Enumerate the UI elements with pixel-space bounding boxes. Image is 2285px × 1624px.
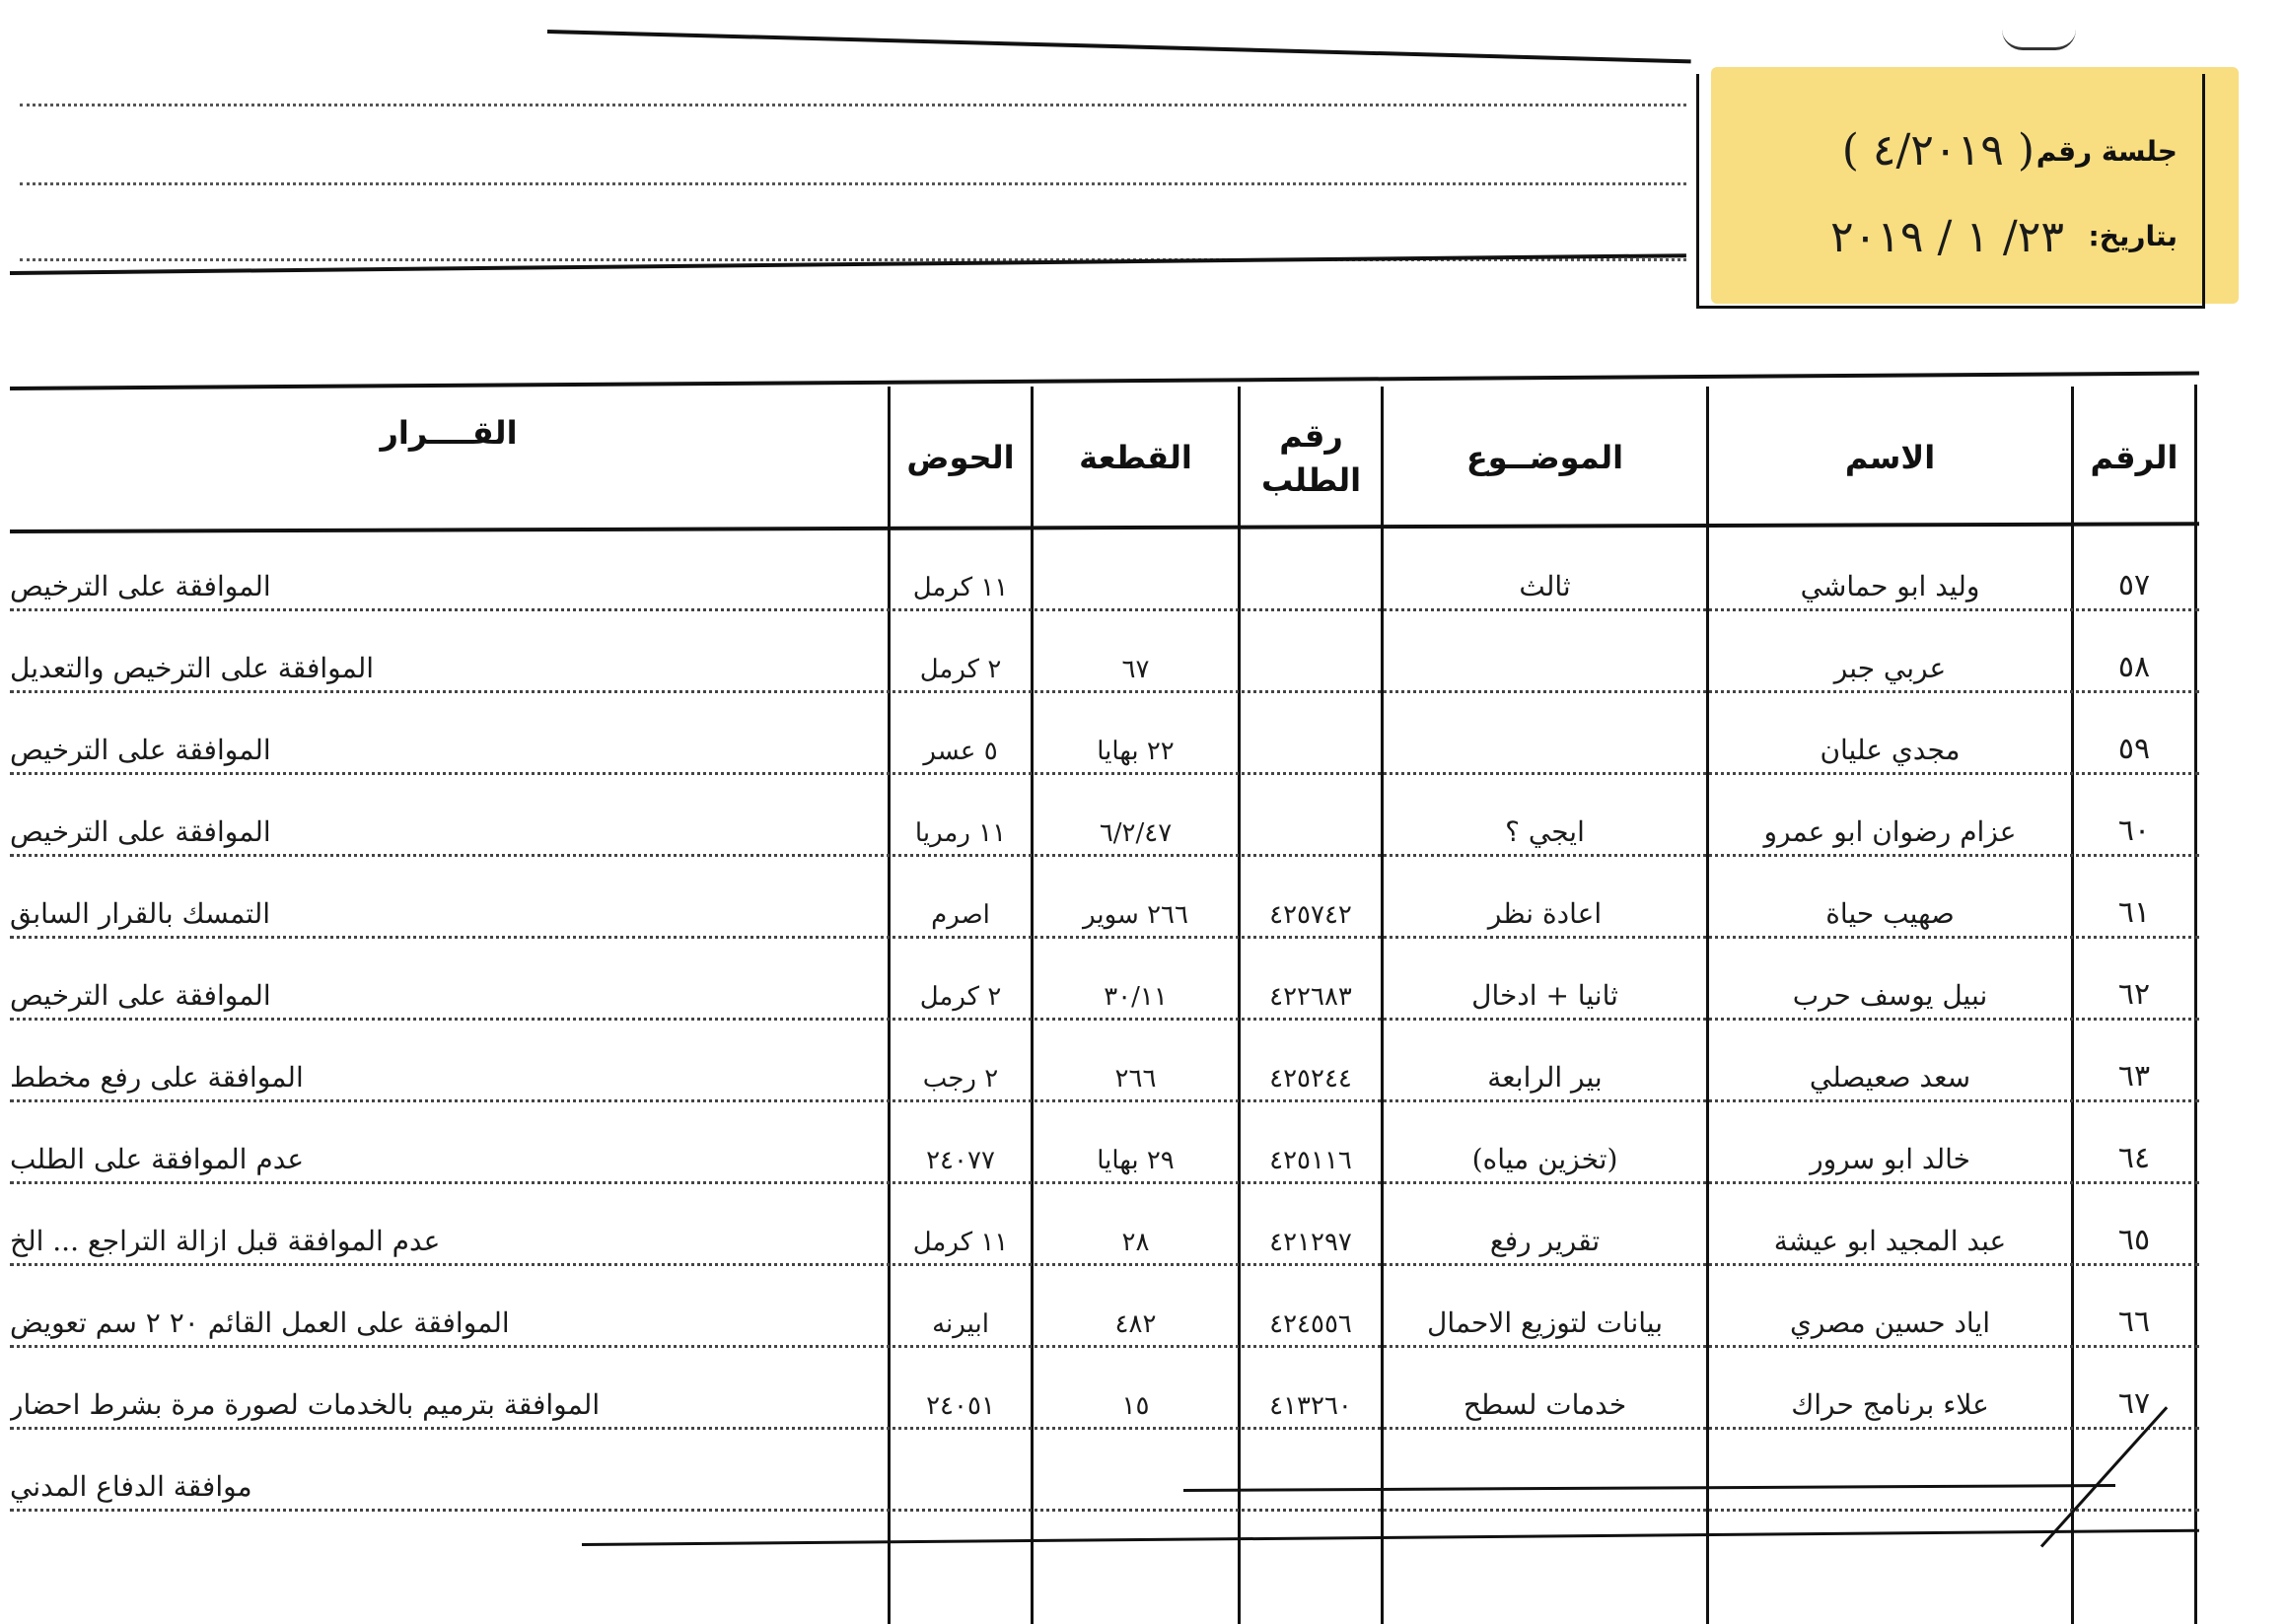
cell-subject: ثانيا + ادخال bbox=[1471, 979, 1618, 1012]
cell-decision: الموافقة على الترخيص bbox=[10, 979, 271, 1012]
header-rule-bottom bbox=[10, 253, 1686, 275]
header-dotline-1 bbox=[20, 104, 1686, 106]
cell-number: ٦٧ bbox=[2117, 1386, 2151, 1421]
cell-name: صهيب حياة bbox=[1825, 897, 1955, 930]
cell-number: ٦١ bbox=[2117, 895, 2151, 930]
cell-plot: ٢٢ بهايا bbox=[1097, 737, 1175, 766]
cell-basin: ٢٤٠٧٧ bbox=[926, 1146, 995, 1175]
row-dotline bbox=[10, 772, 2199, 775]
cell-plot: ٦٧ bbox=[1121, 655, 1150, 684]
cell-decision: الموافقة على الترخيص bbox=[10, 570, 271, 602]
row-dotline bbox=[10, 608, 2199, 611]
cell-subject bbox=[1384, 1435, 1706, 1503]
cell-name: مجدي عليان bbox=[1820, 734, 1961, 766]
cell-decision: الموافقة على الترخيص والتعديل bbox=[10, 652, 375, 684]
cell-request-no bbox=[1241, 780, 1381, 848]
cell-basin: ٢٤٠٥١ bbox=[926, 1391, 995, 1421]
row-dotline bbox=[10, 1509, 2199, 1512]
cell-plot: ٦/٢/٤٧ bbox=[1099, 818, 1173, 848]
closing-line bbox=[582, 1529, 2199, 1546]
cell-number: ٥٨ bbox=[2117, 650, 2151, 684]
cell-decision: الموافقة على الترخيص bbox=[10, 815, 271, 848]
col-header-plot: القطعة bbox=[1079, 439, 1192, 477]
row-dotline bbox=[10, 936, 2199, 939]
header-rule-top bbox=[547, 30, 1691, 63]
row-dotline bbox=[10, 1181, 2199, 1184]
cell-basin: ٢ كرمل bbox=[919, 655, 1002, 684]
cell-plot: ٢٦٦ bbox=[1114, 1064, 1157, 1094]
cell-subject: خدمات لسطح bbox=[1463, 1388, 1627, 1421]
cell-decision: الموافقة بترميم بالخدمات لصورة مرة بشرط احضار bbox=[10, 1388, 601, 1421]
cell-decision: التمسك بالقرار السابق bbox=[10, 897, 271, 930]
cell-subject bbox=[1384, 698, 1706, 766]
cell-number: ٦٥ bbox=[2117, 1223, 2151, 1257]
cell-request-no bbox=[1241, 534, 1381, 602]
row-dotline bbox=[10, 1345, 2199, 1348]
cell-request-no: ٤١٣٢٦٠ bbox=[1269, 1391, 1352, 1421]
cell-decision: عدم الموافقة قبل ازالة التراجع ... الخ bbox=[10, 1225, 441, 1257]
cell-name: سعد صعيصلي bbox=[1809, 1061, 1971, 1094]
table-right-border bbox=[2194, 385, 2197, 1624]
col-header-subject: الموضــوع bbox=[1465, 439, 1624, 477]
cell-request-no bbox=[1241, 698, 1381, 766]
cell-plot: ٢٦٦ سوير bbox=[1083, 900, 1188, 930]
cell-plot: ٢٨ bbox=[1121, 1228, 1150, 1257]
cell-basin: ٢ رجب bbox=[922, 1064, 999, 1094]
header-dotline-2 bbox=[20, 182, 1686, 185]
cell-number: ٦٤ bbox=[2117, 1141, 2151, 1175]
col-header-number: الرقم bbox=[2090, 439, 2178, 477]
cell-request-no: ٤٢٥١١٦ bbox=[1269, 1146, 1352, 1175]
cell-plot bbox=[1034, 1435, 1238, 1503]
cell-name: علاء برنامج حراك bbox=[1791, 1388, 1989, 1421]
cell-request-no: ٤٢٤٥٥٦ bbox=[1269, 1309, 1352, 1339]
cell-decision: الموافقة على رفع مخطط bbox=[10, 1061, 304, 1094]
cell-basin: ١١ كرمل bbox=[912, 1228, 1009, 1257]
row-dotline bbox=[10, 1099, 2199, 1102]
cell-request-no bbox=[1241, 616, 1381, 684]
cell-name: عزام رضوان ابو عمرو bbox=[1763, 815, 2017, 848]
cell-subject: بيانات لتوزيع الاحمال bbox=[1426, 1306, 1664, 1339]
decisions-table bbox=[10, 387, 2199, 1624]
cell-request-no: ٤٢٥٧٤٢ bbox=[1269, 900, 1352, 930]
cell-request-no: ٤٢١٢٩٧ bbox=[1269, 1228, 1352, 1257]
cell-subject bbox=[1384, 616, 1706, 684]
date-label: بتاريخ: bbox=[2088, 220, 2178, 252]
cell-decision: موافقة الدفاع المدني bbox=[10, 1470, 252, 1503]
cell-name: عربي جبر bbox=[1833, 652, 1947, 684]
cell-plot: ٤٨٢ bbox=[1114, 1309, 1157, 1339]
session-value: ( ٤/٢٠١٩ ) bbox=[1841, 125, 2035, 176]
cell-request-no: ٤٢٢٦٨٣ bbox=[1269, 982, 1352, 1012]
cell-basin: ٢ كرمل bbox=[919, 982, 1002, 1012]
session-box bbox=[1696, 74, 2205, 309]
row-dotline bbox=[10, 1263, 2199, 1266]
col-header-decision: القــــرار bbox=[380, 414, 518, 452]
cell-subject: بير الرابعة bbox=[1487, 1061, 1603, 1094]
cell-basin: ٥ عسر bbox=[923, 737, 998, 766]
cell-plot: ٢٩ بهايا bbox=[1097, 1146, 1175, 1175]
cell-name: عبد المجيد ابو عيشة bbox=[1773, 1225, 2007, 1257]
cell-name: اياد حسين مصري bbox=[1789, 1306, 1991, 1339]
cell-number: ٥٩ bbox=[2117, 732, 2151, 766]
row-dotline bbox=[10, 690, 2199, 693]
cell-name bbox=[1709, 1435, 2071, 1503]
cell-plot bbox=[1034, 534, 1238, 602]
cell-subject: (تخزين مياه) bbox=[1471, 1143, 1618, 1175]
cell-basin: ١١ كرمل bbox=[912, 573, 1009, 602]
cell-subject: تقرير رفع bbox=[1489, 1225, 1601, 1257]
cell-number: ٦٢ bbox=[2117, 977, 2151, 1012]
cell-subject: ثالث bbox=[1519, 570, 1571, 602]
row-dotline bbox=[10, 1018, 2199, 1021]
cell-subject: اعادة نظر bbox=[1487, 897, 1603, 930]
cell-name: نبيل يوسف حرب bbox=[1792, 979, 1988, 1012]
stamp-mark bbox=[2002, 30, 2076, 50]
cell-plot: ١٥ bbox=[1121, 1391, 1150, 1421]
cell-name: وليد ابو حماشي bbox=[1800, 570, 1980, 602]
cell-request-no: ٤٢٥٢٤٤ bbox=[1269, 1064, 1352, 1094]
cell-request-no bbox=[1241, 1435, 1381, 1503]
cell-plot: ٣٠/١١ bbox=[1104, 982, 1168, 1012]
cell-name: خالد ابو سرور bbox=[1810, 1143, 1970, 1175]
cell-decision: الموافقة على الترخيص bbox=[10, 734, 271, 766]
session-label: جلسة رقم bbox=[2035, 135, 2178, 168]
cell-number: ٦٠ bbox=[2117, 813, 2151, 848]
cell-decision: عدم الموافقة على الطلب bbox=[10, 1143, 305, 1175]
row-dotline bbox=[10, 1427, 2199, 1430]
col-header-name: الاسم bbox=[1844, 439, 1936, 477]
cell-subject: ايجي ؟ bbox=[1505, 815, 1585, 848]
date-value: ٢٣/ ١ / ٢٠١٩ bbox=[1829, 212, 2064, 262]
cell-basin bbox=[891, 1435, 1031, 1503]
col-header-request-no: رقم الطلب bbox=[1260, 416, 1362, 499]
cell-number: ٦٦ bbox=[2117, 1305, 2151, 1339]
cell-basin: ١١ رمريا bbox=[914, 818, 1007, 848]
cell-basin: ابيرنه bbox=[932, 1309, 989, 1339]
row-dotline bbox=[10, 854, 2199, 857]
cell-decision: الموافقة على العمل القائم ٢٠ ٢ سم تعويض bbox=[10, 1306, 510, 1339]
cell-number: ٥٧ bbox=[2117, 568, 2151, 602]
cell-basin: اصرم bbox=[931, 900, 990, 930]
col-header-basin: الحوض bbox=[906, 439, 1015, 477]
cell-number: ٦٣ bbox=[2117, 1059, 2151, 1094]
